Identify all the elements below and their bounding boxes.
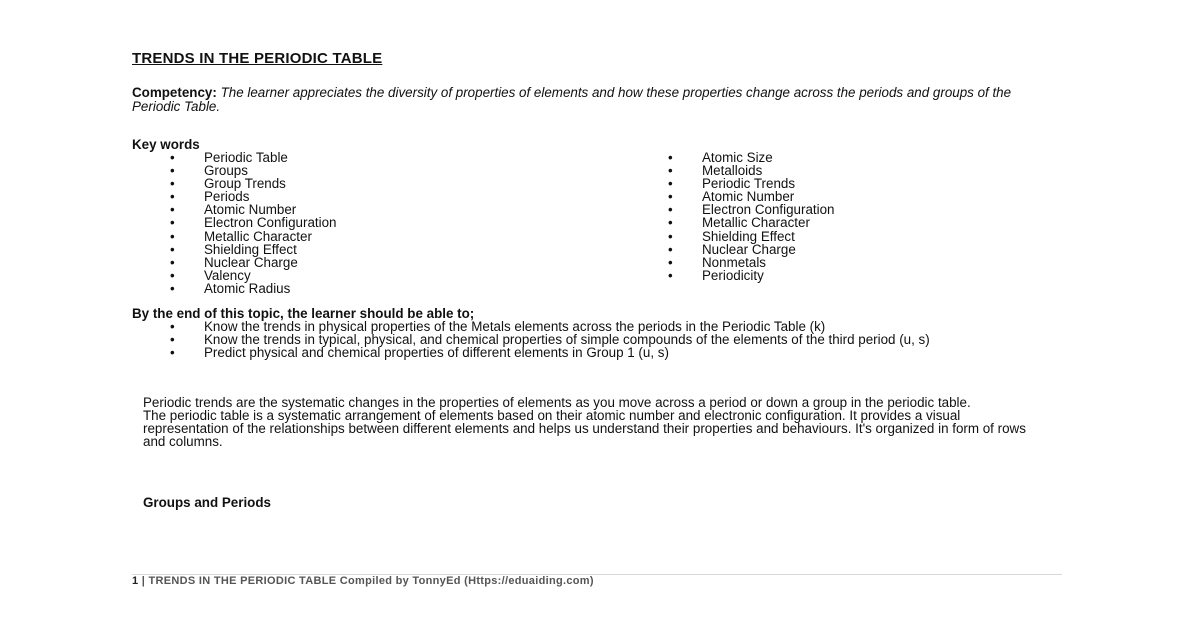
keyword-item: • Periodic Table xyxy=(170,150,288,165)
keyword-item: • Atomic Radius xyxy=(170,280,291,296)
keyword-item: • Electron Configuration xyxy=(668,202,835,218)
bullet-icon: • xyxy=(170,280,175,296)
bullet-icon: • xyxy=(668,228,673,244)
keyword-item: • Valency xyxy=(170,267,251,283)
footer-separator: | xyxy=(141,575,146,587)
bullet-icon: • xyxy=(668,215,673,231)
keywords-left-list xyxy=(170,150,337,296)
paragraph: Periodic trends are the systematic changes in the properties of elements as you move across a period or down a group in the periodic table. xyxy=(143,395,971,410)
bullet-icon: • xyxy=(170,241,175,257)
page-number: 1 xyxy=(132,575,139,587)
bullet-icon: • xyxy=(668,202,673,218)
bullet-icon: • xyxy=(170,215,175,231)
keyword-item: • Atomic Size xyxy=(668,150,773,165)
keyword-item: • Electron Configuration xyxy=(170,215,337,231)
bullet-icon: • xyxy=(170,345,175,360)
keyword-item: • Shielding Effect xyxy=(668,228,795,244)
bullet-icon: • xyxy=(170,267,175,283)
body-text xyxy=(143,397,1043,449)
keyword-item: • Periodic Trends xyxy=(668,176,796,192)
keyword-item: • Metalloids xyxy=(668,163,763,179)
paragraph: The periodic table is a systematic arrangement of elements based on their atomic number and electronic configuration. It provides a visual representation of the relationships between different elements and helps us understand their properties and behaviours. It's organized in form of rows and columns. xyxy=(143,407,1026,449)
page-title: TRENDS IN THE PERIODIC TABLE xyxy=(132,50,383,67)
bullet-icon: • xyxy=(170,163,175,179)
keyword-item: • Periods xyxy=(170,189,250,205)
keyword-item: • Metallic Character xyxy=(170,228,312,244)
keyword-item: • Groups xyxy=(170,163,248,179)
objective-item: • Predict physical and chemical properties of different elements in Group 1 (u, s) xyxy=(170,345,669,360)
bullet-icon: • xyxy=(668,254,673,270)
bullet-icon: • xyxy=(170,202,175,218)
keyword-item: • Nuclear Charge xyxy=(668,241,796,257)
bullet-icon: • xyxy=(170,228,175,244)
competency-statement xyxy=(132,86,1012,113)
bullet-icon: • xyxy=(668,176,673,192)
bullet-icon: • xyxy=(170,189,175,205)
competency-label: Competency: xyxy=(132,85,217,100)
bullet-icon: • xyxy=(668,150,673,165)
bullet-icon: • xyxy=(668,267,673,283)
bullet-icon: • xyxy=(170,176,175,192)
keyword-item: • Atomic Number xyxy=(668,189,795,205)
objectives-list xyxy=(170,319,1054,360)
objective-item: • Know the trends in physical properties of the Metals elements across the periods in the Periodic Table (k) xyxy=(170,319,826,334)
page-footer xyxy=(132,575,594,587)
keyword-item: • Periodicity xyxy=(668,267,764,283)
keyword-item: • Shielding Effect xyxy=(170,241,297,257)
keyword-item: • Metallic Character xyxy=(668,215,810,231)
keyword-item: • Group Trends xyxy=(170,176,286,192)
keyword-item: • Nonmetals xyxy=(668,254,767,270)
competency-text: The learner appreciates the diversity of properties of elements and how these properties change across the periods and groups of the Periodic Table. xyxy=(132,85,1012,114)
bullet-icon: • xyxy=(170,254,175,270)
bullet-icon: • xyxy=(170,332,175,347)
keywords-right-list xyxy=(668,150,835,283)
bullet-icon: • xyxy=(668,241,673,257)
bullet-icon: • xyxy=(668,189,673,205)
objective-item: • Know the trends in typical, physical, and chemical properties of simple compounds of the elements of the third period (u, s) xyxy=(170,332,930,347)
bullet-icon: • xyxy=(668,163,673,179)
keywords-heading: Key words xyxy=(132,137,200,152)
keyword-item: • Atomic Number xyxy=(170,202,297,218)
keyword-item: • Nuclear Charge xyxy=(170,254,298,270)
section-heading: Groups and Periods xyxy=(143,495,271,510)
footer-text: TRENDS IN THE PERIODIC TABLE Compiled by TonnyEd (Https://eduaiding.com) xyxy=(148,575,594,587)
bullet-icon: • xyxy=(170,319,175,334)
objectives-heading: By the end of this topic, the learner should be able to; xyxy=(132,306,475,321)
bullet-icon: • xyxy=(170,150,175,165)
